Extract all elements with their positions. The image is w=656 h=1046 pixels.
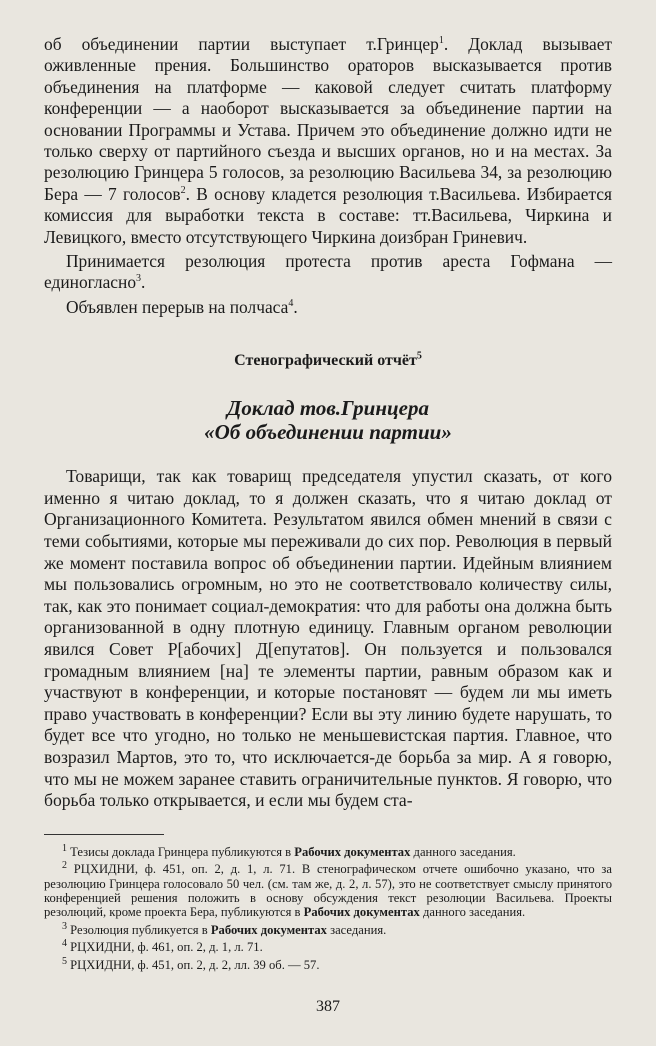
footnote: $^3$ Резолюция публикуется в Рабочих документах заседания. xyxy=(62,920,387,937)
page-number: 387 xyxy=(316,998,340,1015)
report-title-line-2: «Об объединении партии» xyxy=(204,420,452,445)
footnote: $^4$ РЦХИДНИ, ф. 461, оп. 2, д. 1, л. 71. xyxy=(62,938,263,955)
report-title-line-1: Доклад тов.Гринцера xyxy=(227,396,429,421)
main-text xyxy=(44,466,612,812)
footnote-ref: 3 xyxy=(136,273,142,285)
footnote-ref: 2 xyxy=(180,185,186,197)
footnote-ref: 5 xyxy=(416,350,422,362)
report-title xyxy=(44,396,612,444)
main-paragraph: Товарищи, так как товарищ председателя упустил сказать, от кого именно я читаю доклад, то я должен сказать, что я читаю доклад от Организационного Комитета. Результатом явился обмен мнений в связи с теми событиями, которые мы переживали до сих пор. Революция в первый же момент поставила вопрос об объединении партии. Идейным влиянием мы пользовались огромным, но это не соответствовало количеству силы, так, как это понимает социал-демократия: что для работы она должна быть организованной в одну плотную единицу. Главным органом революции явился Совет Р[абочих] Д[епутатов]. Он пользуется и пользовался громадным влиянием [на] те элементы партии, равным образом как и участвуют в конференции, и которые постановят — будем ли мы иметь право участвовать в конференции? Если вы эту линию будете нарушать, то будет все что угодно, но только не меньшевистская партия. Главное, что возразил Мартов, это то, что исключается-де борьба за мир. А я говорю, что мы не можем заранее ставить ограничительные пунктов. Я говорю, что борьба только открывается, и если мы будем ста- xyxy=(44,466,612,811)
footnote-divider xyxy=(44,834,164,835)
footnote: $^5$ РЦХИДНИ, ф. 451, оп. 2, д. 2, лл. 39 об. — 57. xyxy=(62,955,320,972)
footnote: $^2$ РЦХИДНИ, ф. 451, оп. 2, д. 1, л. 71. В стенографическом отчете ошибочно указано, что за резолюцию Гринцера голосовало 50 чел. (см. там же, д. 2, л. 57), это не соответствует смыслу принятого конференцией решения положить в основу обсуждения текст резолюции Васильева. Проекты резолюций, кроме проекта Бера, публикуются в Рабочих документах данного заседания. xyxy=(44,860,612,920)
footnote-ref: 1 xyxy=(438,35,444,47)
intro-paragraph-1: об объединении партии выступает т.Гринцер$^1$. Доклад вызывает оживленные прения. Большинство ораторов высказывается против объединения на платформе — каковой следует считать платформу конференции — а наоборот высказывается за объединение партии на основании Программы и Устава. Причем это объединение должно идти не только сверху от партийного съезда и высших органов, но и на местах. За резолюцию Гринцера 5 голосов, за резолюцию Васильева 34, за резолюцию Бера — 7 голосов$^2$. В основу кладется резолюция т.Васильева. Избирается комиссия для выработки текста в составе: тт.Васильева, Чиркина и Левицкого, вместо отсутствующего Чиркина доизбран Гриневич. xyxy=(44,34,613,247)
intro-paragraph-3: Объявлен перерыв на полчаса$^4$. xyxy=(66,296,298,317)
footnote: $^1$ Тезисы доклада Гринцера публикуются в Рабочих документах данного заседания. xyxy=(62,842,516,859)
footnotes xyxy=(44,842,612,972)
section-title: Стенографический отчёт$^5$ xyxy=(234,350,422,370)
intro-paragraph-2: Принимается резолюция протеста против ареста Гофмана — единогласно$^3$. xyxy=(44,251,612,293)
footnote-ref: 4 xyxy=(288,298,294,310)
